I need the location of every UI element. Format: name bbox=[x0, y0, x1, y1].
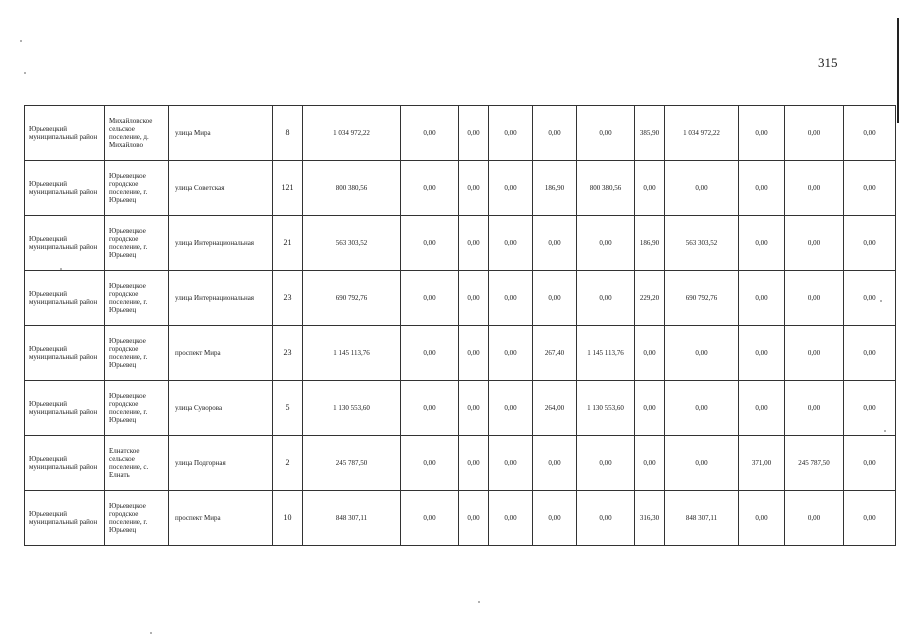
cell-settlement: Юрьевецкое городское поселение, г. Юрьевец bbox=[105, 161, 169, 216]
cell-value-1: 1 130 553,60 bbox=[303, 381, 401, 436]
cell-value-3: 0,00 bbox=[459, 161, 489, 216]
table-row bbox=[25, 216, 896, 271]
cell-street: улица Интернациональная bbox=[169, 216, 273, 271]
cell-house-number: 10 bbox=[273, 491, 303, 546]
cell-value-7: 186,90 bbox=[635, 216, 665, 271]
cell-value-5: 264,00 bbox=[533, 381, 577, 436]
cell-value-8: 848 307,11 bbox=[665, 491, 739, 546]
cell-value-2: 0,00 bbox=[401, 271, 459, 326]
cell-value-6: 0,00 bbox=[577, 436, 635, 491]
cell-settlement: Елнатское сельское поселение, с. Елнать bbox=[105, 436, 169, 491]
cell-value-4: 0,00 bbox=[489, 326, 533, 381]
scan-speck bbox=[478, 601, 480, 603]
cell-value-3: 0,00 bbox=[459, 491, 489, 546]
cell-value-8: 1 034 972,22 bbox=[665, 106, 739, 161]
cell-value-3: 0,00 bbox=[459, 216, 489, 271]
cell-value-10: 0,00 bbox=[785, 161, 844, 216]
cell-value-10: 0,00 bbox=[785, 216, 844, 271]
cell-value-2: 0,00 bbox=[401, 381, 459, 436]
table-row bbox=[25, 106, 896, 161]
cell-street: улица Мира bbox=[169, 106, 273, 161]
cell-value-6: 1 145 113,76 bbox=[577, 326, 635, 381]
cell-value-11: 0,00 bbox=[844, 326, 896, 381]
cell-value-8: 563 303,52 bbox=[665, 216, 739, 271]
page-number: 315 bbox=[818, 55, 838, 70]
cell-street: улица Подгорная bbox=[169, 436, 273, 491]
cell-value-7: 229,20 bbox=[635, 271, 665, 326]
cell-value-9: 371,00 bbox=[739, 436, 785, 491]
cell-value-1: 245 787,50 bbox=[303, 436, 401, 491]
cell-value-4: 0,00 bbox=[489, 436, 533, 491]
scan-speck bbox=[24, 72, 26, 74]
scan-speck bbox=[20, 40, 22, 42]
cell-value-6: 800 380,56 bbox=[577, 161, 635, 216]
cell-value-2: 0,00 bbox=[401, 161, 459, 216]
cell-value-10: 0,00 bbox=[785, 381, 844, 436]
cell-value-9: 0,00 bbox=[739, 491, 785, 546]
cell-value-9: 0,00 bbox=[739, 326, 785, 381]
cell-street: проспект Мира bbox=[169, 491, 273, 546]
cell-value-5: 267,40 bbox=[533, 326, 577, 381]
cell-value-5: 0,00 bbox=[533, 216, 577, 271]
cell-value-2: 0,00 bbox=[401, 436, 459, 491]
cell-value-2: 0,00 bbox=[401, 326, 459, 381]
cell-value-7: 316,30 bbox=[635, 491, 665, 546]
cell-value-5: 0,00 bbox=[533, 436, 577, 491]
cell-district: Юрьевецкий муниципальный район bbox=[25, 216, 105, 271]
cell-value-11: 0,00 bbox=[844, 106, 896, 161]
cell-value-9: 0,00 bbox=[739, 161, 785, 216]
cell-value-11: 0,00 bbox=[844, 161, 896, 216]
cell-value-1: 800 380,56 bbox=[303, 161, 401, 216]
housing-program-table bbox=[24, 105, 896, 546]
cell-value-11: 0,00 bbox=[844, 491, 896, 546]
cell-house-number: 21 bbox=[273, 216, 303, 271]
cell-value-7: 385,90 bbox=[635, 106, 665, 161]
table-row bbox=[25, 161, 896, 216]
cell-value-7: 0,00 bbox=[635, 161, 665, 216]
cell-value-10: 0,00 bbox=[785, 271, 844, 326]
cell-value-1: 1 145 113,76 bbox=[303, 326, 401, 381]
cell-value-4: 0,00 bbox=[489, 106, 533, 161]
cell-settlement: Юрьевецкое городское поселение, г. Юрьевец bbox=[105, 326, 169, 381]
cell-value-9: 0,00 bbox=[739, 216, 785, 271]
cell-district: Юрьевецкий муниципальный район bbox=[25, 381, 105, 436]
cell-settlement: Юрьевецкое городское поселение, г. Юрьевец bbox=[105, 381, 169, 436]
cell-value-6: 0,00 bbox=[577, 106, 635, 161]
cell-value-11: 0,00 bbox=[844, 436, 896, 491]
cell-value-3: 0,00 bbox=[459, 106, 489, 161]
cell-value-1: 1 034 972,22 bbox=[303, 106, 401, 161]
cell-house-number: 8 bbox=[273, 106, 303, 161]
cell-value-4: 0,00 bbox=[489, 161, 533, 216]
cell-value-9: 0,00 bbox=[739, 381, 785, 436]
scan-speck bbox=[150, 632, 152, 634]
cell-value-1: 848 307,11 bbox=[303, 491, 401, 546]
cell-value-1: 690 792,76 bbox=[303, 271, 401, 326]
cell-value-8: 690 792,76 bbox=[665, 271, 739, 326]
cell-value-10: 245 787,50 bbox=[785, 436, 844, 491]
cell-value-4: 0,00 bbox=[489, 381, 533, 436]
cell-value-7: 0,00 bbox=[635, 326, 665, 381]
table-row bbox=[25, 271, 896, 326]
cell-house-number: 5 bbox=[273, 381, 303, 436]
cell-street: улица Советская bbox=[169, 161, 273, 216]
margin-rule bbox=[897, 18, 899, 123]
cell-value-6: 0,00 bbox=[577, 491, 635, 546]
cell-value-7: 0,00 bbox=[635, 436, 665, 491]
cell-value-5: 0,00 bbox=[533, 491, 577, 546]
cell-district: Юрьевецкий муниципальный район bbox=[25, 271, 105, 326]
cell-value-8: 0,00 bbox=[665, 161, 739, 216]
cell-district: Юрьевецкий муниципальный район bbox=[25, 436, 105, 491]
cell-street: улица Интернациональная bbox=[169, 271, 273, 326]
cell-settlement: Михайловское сельское поселение, д. Михайлово bbox=[105, 106, 169, 161]
cell-value-10: 0,00 bbox=[785, 491, 844, 546]
cell-value-6: 1 130 553,60 bbox=[577, 381, 635, 436]
cell-value-1: 563 303,52 bbox=[303, 216, 401, 271]
cell-value-10: 0,00 bbox=[785, 106, 844, 161]
cell-value-11: 0,00 bbox=[844, 216, 896, 271]
cell-value-6: 0,00 bbox=[577, 216, 635, 271]
cell-district: Юрьевецкий муниципальный район bbox=[25, 106, 105, 161]
cell-value-2: 0,00 bbox=[401, 491, 459, 546]
cell-value-11: 0,00 bbox=[844, 381, 896, 436]
cell-value-11: 0,00 bbox=[844, 271, 896, 326]
cell-house-number: 121 bbox=[273, 161, 303, 216]
cell-street: улица Суворова bbox=[169, 381, 273, 436]
cell-value-3: 0,00 bbox=[459, 271, 489, 326]
cell-house-number: 23 bbox=[273, 271, 303, 326]
cell-district: Юрьевецкий муниципальный район bbox=[25, 326, 105, 381]
table-row bbox=[25, 326, 896, 381]
cell-value-6: 0,00 bbox=[577, 271, 635, 326]
cell-value-3: 0,00 bbox=[459, 436, 489, 491]
cell-value-9: 0,00 bbox=[739, 271, 785, 326]
cell-value-8: 0,00 bbox=[665, 436, 739, 491]
cell-value-4: 0,00 bbox=[489, 491, 533, 546]
cell-settlement: Юрьевецкое городское поселение, г. Юрьевец bbox=[105, 491, 169, 546]
cell-value-5: 0,00 bbox=[533, 271, 577, 326]
cell-value-4: 0,00 bbox=[489, 271, 533, 326]
cell-district: Юрьевецкий муниципальный район bbox=[25, 491, 105, 546]
cell-value-2: 0,00 bbox=[401, 216, 459, 271]
cell-value-3: 0,00 bbox=[459, 326, 489, 381]
cell-value-3: 0,00 bbox=[459, 381, 489, 436]
cell-value-8: 0,00 bbox=[665, 381, 739, 436]
cell-house-number: 2 bbox=[273, 436, 303, 491]
cell-value-4: 0,00 bbox=[489, 216, 533, 271]
cell-value-10: 0,00 bbox=[785, 326, 844, 381]
cell-settlement: Юрьевецкое городское поселение, г. Юрьевец bbox=[105, 271, 169, 326]
cell-value-8: 0,00 bbox=[665, 326, 739, 381]
cell-street: проспект Мира bbox=[169, 326, 273, 381]
cell-value-9: 0,00 bbox=[739, 106, 785, 161]
cell-district: Юрьевецкий муниципальный район bbox=[25, 161, 105, 216]
cell-value-7: 0,00 bbox=[635, 381, 665, 436]
table-row bbox=[25, 436, 896, 491]
cell-settlement: Юрьевецкое городское поселение, г. Юрьевец bbox=[105, 216, 169, 271]
table-row bbox=[25, 381, 896, 436]
cell-value-5: 186,90 bbox=[533, 161, 577, 216]
cell-value-5: 0,00 bbox=[533, 106, 577, 161]
cell-value-2: 0,00 bbox=[401, 106, 459, 161]
cell-house-number: 23 bbox=[273, 326, 303, 381]
table-row bbox=[25, 491, 896, 546]
table-body bbox=[25, 106, 896, 546]
